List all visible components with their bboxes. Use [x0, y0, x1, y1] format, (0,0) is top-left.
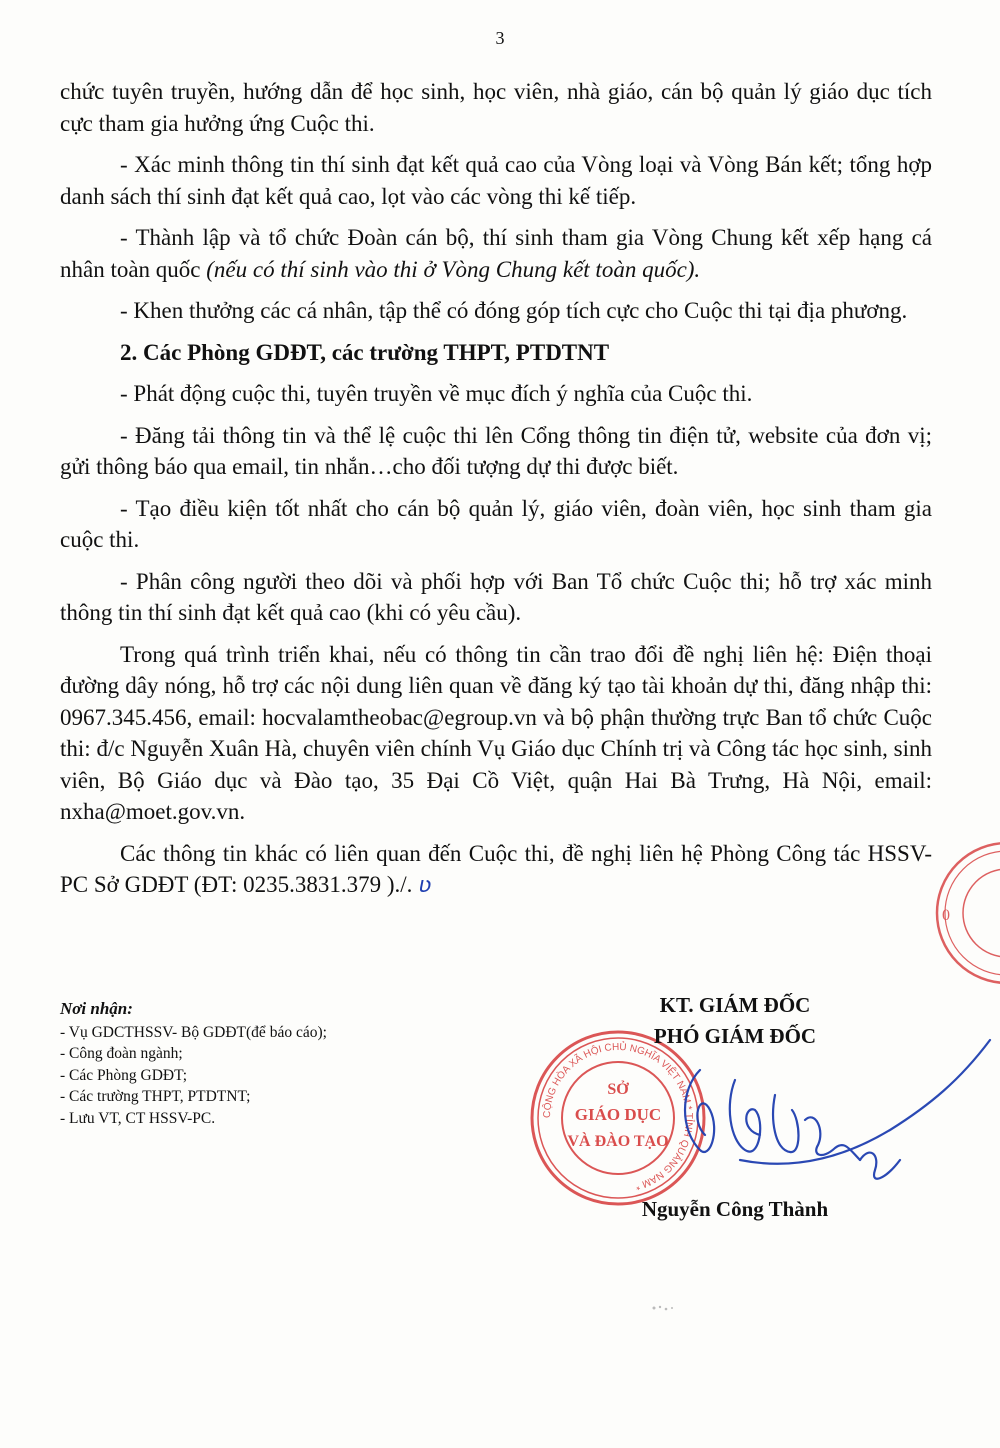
delegation-note: (nếu có thí sinh vào thi ở Vòng Chung kết toàn quốc). [206, 256, 701, 282]
seal-line-1: SỞ [607, 1081, 629, 1098]
signature-title-2: PHÓ GIÁM ĐỐC [653, 1024, 817, 1048]
recipient-item: - Các Phòng GDĐT; [60, 1066, 188, 1084]
seal-line-3: VÀ ĐÀO TẠO [567, 1133, 669, 1150]
paragraph-continuation: chức tuyên truyền, hướng dẫn để học sinh, học viên, nhà giáo, cán bộ quản lý giáo dục tích cực tham gia hưởng ứng Cuộc thi. [60, 79, 932, 136]
paragraph-other-info [60, 838, 932, 902]
paragraph-reward: - Khen thưởng các cá nhân, tập thể có đóng góp tích cực cho Cuộc thi tại địa phương. [120, 298, 908, 323]
recipients-block [60, 998, 480, 1129]
signature-title-1: KT. GIÁM ĐỐC [659, 993, 811, 1017]
delegation-text: - Thành lập và tổ chức Đoàn cán bộ, thí sinh tham gia Vòng Chung kết xếp hạng cá nhân toàn quốc [60, 225, 932, 282]
svg-text:0: 0 [942, 907, 950, 924]
paragraph-delegation [60, 222, 932, 285]
paragraph-contact: Trong quá trình triển khai, nếu có thông tin cần trao đổi đề nghị liên hệ: Điện thoại đường dây nóng, hỗ trợ các nội dung liên quan về đăng ký tạo tài khoản dự thi, đăng nhập thi: 0967.345.456, email: hocvalamtheobac@egroup.vn và bộ phận thường trực Ban tổ chức Cuộc thi: đ/c Nguyễn Xuân Hà, chuyên viên chính Vụ Giáo dục Chính trị và Công tác học sinh, sinh viên, Bộ Giáo dục và Đào tạo, 35 Đại Cồ Việt, quận Hai Bà Trưng, Hà Nội, email: nxha@moet.gov.vn. [60, 641, 932, 824]
seal-line-2: GIÁO DỤC [574, 1105, 662, 1124]
scan-smudge [650, 1303, 676, 1313]
signer-name: Nguyễn Công Thành [641, 1197, 829, 1221]
recipients-title: Nơi nhận: [60, 999, 133, 1018]
recipient-item: - Các trường THPT, PTDTNT; [60, 1088, 251, 1105]
other-info-text: Các thông tin khác có liên quan đến Cuộc thi, đề nghị liên hệ Phòng Công tác HSSV-PC Sở GDĐT (ĐT: 0235.3831.379 )./. [60, 840, 932, 897]
recipient-item: - Vụ GDCTHSSV- Bộ GDĐT(để báo cáo); [60, 1023, 327, 1041]
page-number: 3 [495, 28, 505, 48]
paragraph-publish: - Đăng tải thông tin và thể lệ cuộc thi lên Cổng thông tin điện tử, website của đơn vị; gửi thông báo qua email, tin nhắn…cho đối tượng dự thi được biết. [60, 422, 932, 479]
initial-mark: ʋ [418, 873, 432, 898]
edge-seal [912, 838, 1000, 988]
paragraph-verify: - Xác minh thông tin thí sinh đạt kết quả cao của Vòng loại và Vòng Bán kết; tổng hợp danh sách thí sinh đạt kết quả cao, lọt vào các vòng thi kế tiếp. [60, 152, 932, 209]
recipient-item: - Lưu VT, CT HSSV-PC. [60, 1109, 216, 1127]
paragraph-launch: - Phát động cuộc thi, tuyên truyền về mục đích ý nghĩa của Cuộc thi. [120, 381, 753, 406]
paragraph-conditions: - Tạo điều kiện tốt nhất cho cán bộ quản lý, giáo viên, đoàn viên, học sinh tham gia cuộc thi. [60, 495, 932, 552]
recipient-item: - Công đoàn ngành; [60, 1045, 183, 1062]
paragraph-assign: - Phân công người theo dõi và phối hợp với Ban Tổ chức Cuộc thi; hỗ trợ xác minh thông tin thí sinh đạt kết quả cao (khi có yêu cầu). [60, 568, 932, 625]
seal-ring-text: CỘNG HÒA XÃ HỘI CHỦ NGHĨA VIỆT NAM * TỈNH QUẢNG NAM * [541, 1041, 695, 1192]
document-body [60, 76, 932, 912]
section-heading-2: 2. Các Phòng GDĐT, các trường THPT, PTDTNT [120, 339, 610, 365]
